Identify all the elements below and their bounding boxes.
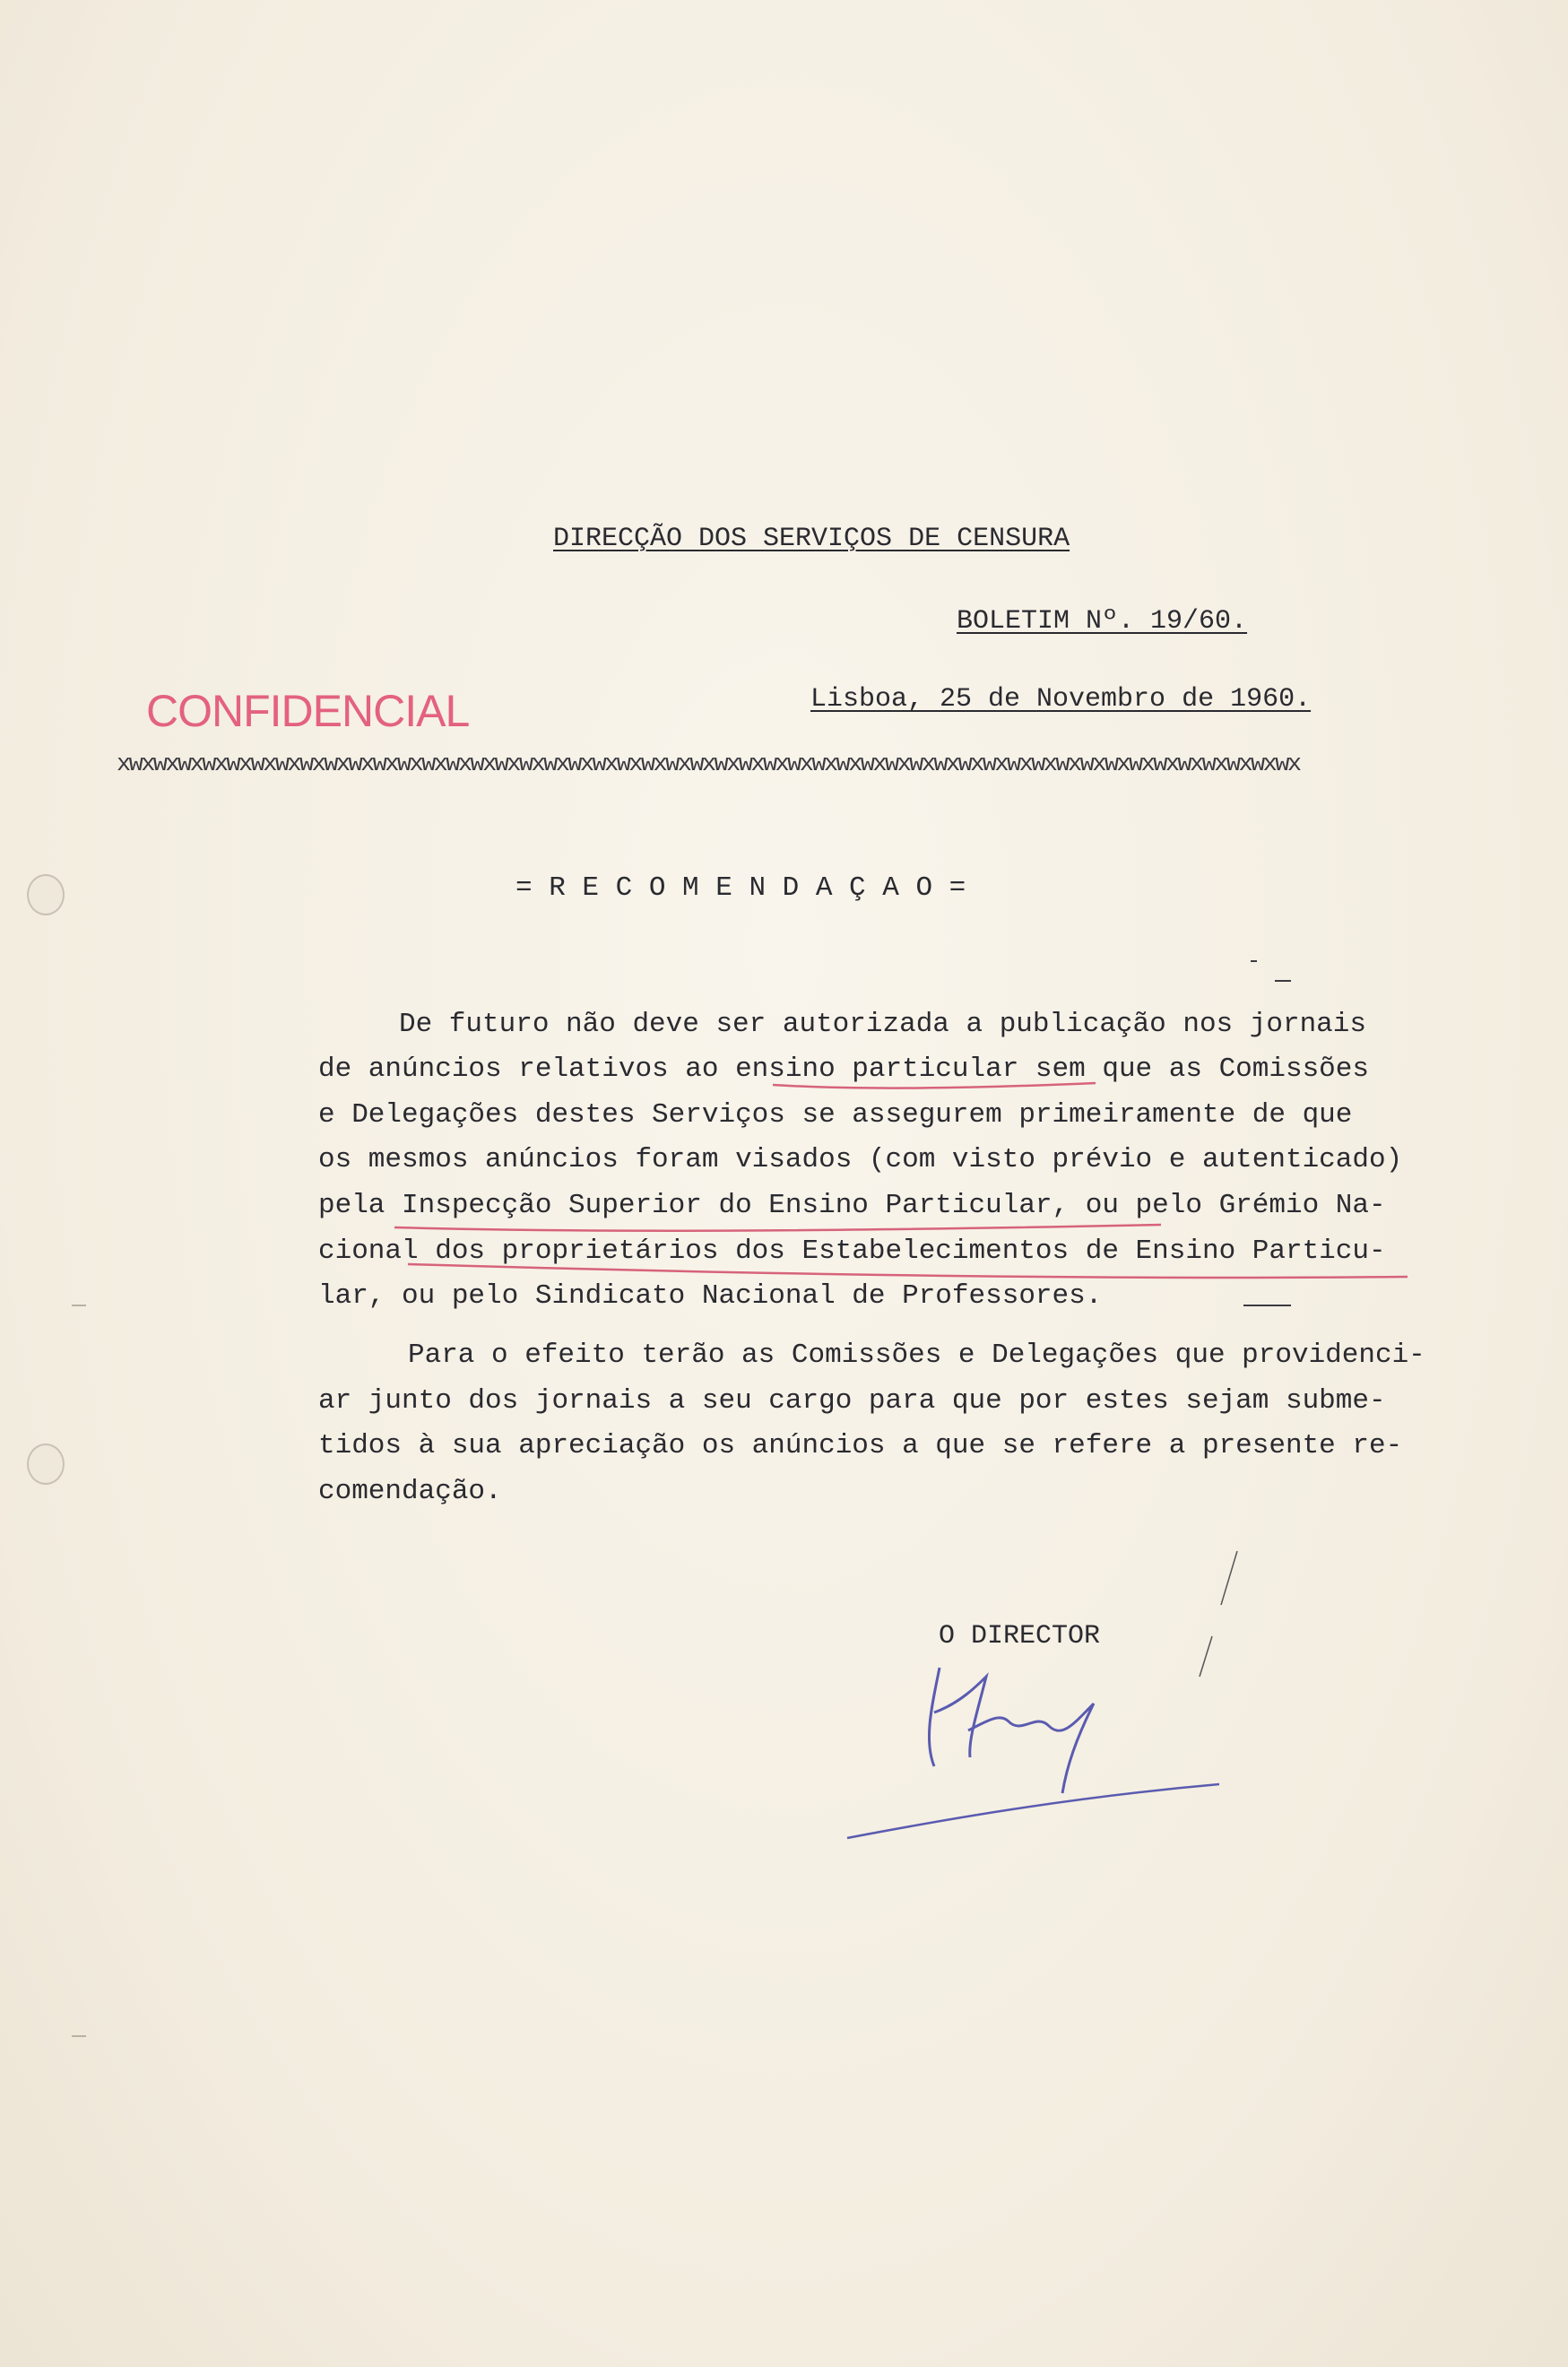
body-line: Para o efeito terão as Comissões e Delegações que providenci- xyxy=(408,1340,1425,1371)
body-line: De futuro não deve ser autorizada a publicação nos jornais xyxy=(399,1009,1366,1040)
body-line: ar junto dos jornais a seu cargo para que por estes sejam subme- xyxy=(318,1385,1386,1417)
office-heading: DIRECÇÃO DOS SERVIÇOS DE CENSURA xyxy=(553,524,1070,554)
director-signature xyxy=(834,1650,1246,1847)
pencil-tick xyxy=(1221,1551,1237,1605)
body-line: pela Inspecção Superior do Ensino Particular, ou pelo Grémio Na- xyxy=(318,1190,1386,1221)
confidential-stamp: CONFIDENCIAL xyxy=(146,686,470,736)
body-line: tidos à sua apreciação os anúncios a que se refere a presente re- xyxy=(318,1430,1403,1461)
pencil-underline xyxy=(394,1225,1161,1231)
document-title: = R E C O M E N D A Ç A O = xyxy=(515,872,966,904)
body-line: de anúncios relativos ao ensino particular sem que as Comissões xyxy=(318,1053,1369,1085)
pencil-underline xyxy=(408,1264,1408,1278)
pencil-underline xyxy=(773,1083,1096,1088)
body-line: comendação. xyxy=(318,1476,502,1507)
bulletin-number: BOLETIM Nº. 19/60. xyxy=(957,606,1248,637)
body-line: e Delegações destes Serviços se assegurem primeiramente de que xyxy=(318,1099,1353,1131)
separator-line: xwxwxwxwxwxwxwxwxwxwxwxwxwxwxwxwxwxwxwxwxwxwxwxwxwxwxwxwxwxwxwxwxwxwxwxwxwxwxwxwxwxwxwxwxwxwxwxwx xyxy=(117,751,1300,778)
body-line: os mesmos anúncios foram visados (com visto prévio e autenticado) xyxy=(318,1144,1403,1175)
body-line: cional dos proprietários dos Estabelecimentos de Ensino Particu- xyxy=(318,1236,1386,1267)
signature-title: O DIRECTOR xyxy=(939,1621,1101,1652)
place-date: Lisboa, 25 de Novembro de 1960. xyxy=(810,684,1312,715)
body-line: lar, ou pelo Sindicato Nacional de Professores. xyxy=(318,1280,1103,1312)
pencil-tick xyxy=(1251,961,1291,981)
